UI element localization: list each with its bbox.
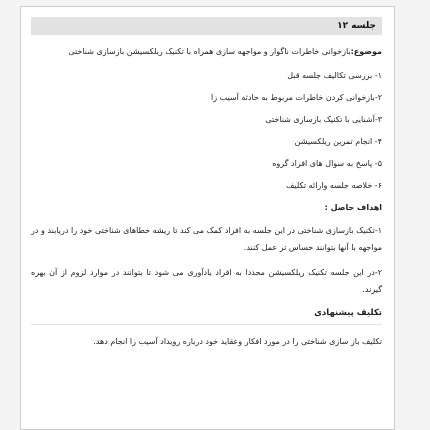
topic-line bbox=[31, 43, 382, 60]
agenda-item-2: ۲-بازخوانی کردن خاطرات مربوط به حادثه آسیب زا bbox=[211, 93, 382, 102]
goals-title: اهداف حاصل : bbox=[324, 203, 382, 212]
session-heading: جلسه ۱۲ bbox=[31, 17, 382, 35]
agenda-item-5: ۵- پاسخ به سوال های افراد گروه bbox=[272, 159, 382, 168]
document-page bbox=[20, 6, 395, 430]
divider bbox=[31, 324, 382, 325]
homework-title: تکلیف پیشنهادی bbox=[314, 308, 382, 318]
topic-label: موضوع: bbox=[350, 47, 382, 56]
agenda-item-3: ۳-آشنایی با تکنیک بازسازی شناختی bbox=[265, 115, 382, 124]
agenda-item-4: ۴- انجام تمرین ریلکسیشن bbox=[294, 137, 382, 146]
agenda-item-1: ۱- بررسی تکالیف جلسه قبل bbox=[287, 71, 382, 80]
goal-2: ۲-در این جلسه تکنیک ریلکسیشن مجددا به افراد یادآوری می شود تا بتوانند در موارد لزوم از آن بهره گیرند. bbox=[31, 268, 382, 294]
agenda-item-6: ۶- خلاصه جلسه وارائه تکلیف bbox=[286, 181, 382, 190]
topic-text: بازخوانی خاطرات ناگوار و مواجهه سازی همراه با تکنیک ریلکسیشن بازسازی شناختی bbox=[68, 47, 351, 56]
document-body bbox=[21, 17, 394, 350]
homework-text: تکلیف باز سازی شناختی را در مورد افکار وعقاید خود درباره رویداد آسیب زا انجام دهد. bbox=[93, 337, 382, 346]
goal-1: ۱-تکنیک بازسازی شناختی در این جلسه به افراد کمک می کند تا ریشه خطاهای شناختی خود را دریابند و در مواجهه با آنها بتوانند حساس تر عمل کنند. bbox=[31, 226, 382, 252]
